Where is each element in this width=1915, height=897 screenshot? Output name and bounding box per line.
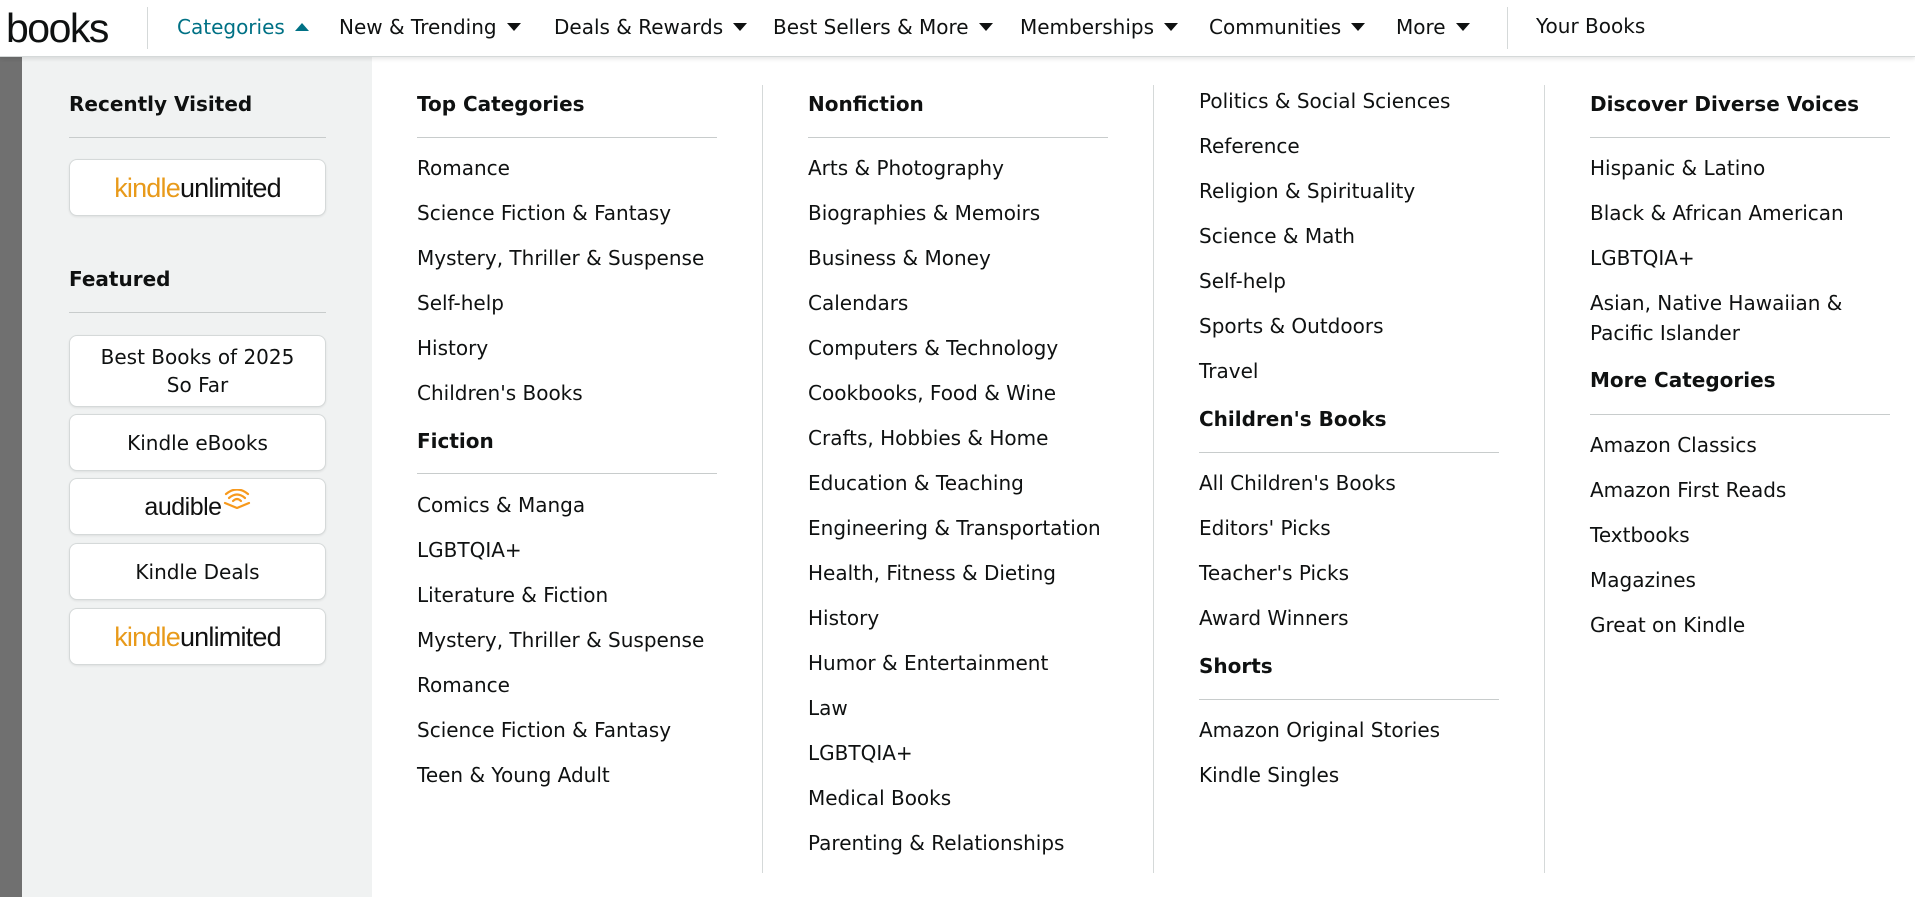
column-divider (1544, 85, 1545, 873)
menu-link-literature-fiction[interactable]: Literature & Fiction (417, 583, 609, 607)
menu-link-amazon-original-stories[interactable]: Amazon Original Stories (1199, 718, 1441, 742)
nav-communities-label: Communities (1209, 15, 1342, 39)
nav-communities[interactable] (1209, 14, 1365, 41)
menu-link-reference[interactable]: Reference (1199, 134, 1300, 158)
menu-link-biographies-memoirs[interactable]: Biographies & Memoirs (808, 201, 1041, 225)
top-categories-heading: Top Categories (417, 92, 585, 116)
audible-card[interactable] (69, 478, 326, 535)
menu-link-comics-manga[interactable]: Comics & Manga (417, 493, 586, 517)
caret-down-icon (1456, 23, 1470, 31)
menu-link-lgbtqia[interactable]: LGBTQIA+ (417, 538, 522, 562)
menu-link-computers-technology[interactable]: Computers & Technology (808, 336, 1059, 360)
menu-link-religion[interactable]: Religion & Spirituality (1199, 179, 1416, 203)
divider (69, 312, 326, 313)
menu-link-engineering[interactable]: Engineering & Transportation (808, 516, 1101, 540)
menu-link-calendars[interactable]: Calendars (808, 291, 909, 315)
menu-link-romance[interactable]: Romance (417, 156, 510, 180)
menu-link-parenting[interactable]: Parenting & Relationships (808, 831, 1065, 855)
column-divider (762, 85, 763, 873)
menu-link-childrens-books[interactable]: Children's Books (417, 381, 583, 405)
divider (808, 137, 1108, 138)
menu-link-great-on-kindle[interactable]: Great on Kindle (1590, 613, 1746, 637)
kindle-ebooks-card[interactable] (69, 414, 326, 471)
featured-heading: Featured (69, 267, 171, 291)
menu-link-kindle-singles[interactable]: Kindle Singles (1199, 763, 1340, 787)
menu-link-asian-pacific-islander[interactable]: Asian, Native Hawaiian & Pacific Islander (1590, 291, 1843, 345)
menu-link-scifi-fantasy[interactable]: Science Fiction & Fantasy (417, 718, 672, 742)
divider (417, 473, 717, 474)
best-books-2025-card[interactable] (69, 335, 326, 407)
nav-more[interactable] (1396, 14, 1470, 41)
menu-link-hispanic-latino[interactable]: Hispanic & Latino (1590, 156, 1766, 180)
caret-down-icon (1164, 23, 1178, 31)
kindle-unlimited-logo: kindleunlimited (114, 172, 281, 203)
menu-link-scifi-fantasy[interactable]: Science Fiction & Fantasy (417, 201, 672, 225)
menu-link-arts-photography[interactable]: Arts & Photography (808, 156, 1004, 180)
menu-link-law[interactable]: Law (808, 696, 848, 720)
nav-memberships[interactable] (1020, 14, 1178, 41)
divider (69, 137, 326, 138)
divider (1590, 137, 1890, 138)
menu-link-lgbtqia[interactable]: LGBTQIA+ (1590, 246, 1695, 270)
menu-link-medical-books[interactable]: Medical Books (808, 786, 952, 810)
menu-link-amazon-first-reads[interactable]: Amazon First Reads (1590, 478, 1787, 502)
nav-best-sellers-label: Best Sellers & More (773, 15, 969, 39)
menu-link-crafts-hobbies[interactable]: Crafts, Hobbies & Home (808, 426, 1049, 450)
menu-link-self-help[interactable]: Self-help (417, 291, 504, 315)
menu-link-history[interactable]: History (808, 606, 880, 630)
nonfiction-heading[interactable]: Nonfiction (808, 92, 924, 116)
menu-link-mystery-thriller[interactable]: Mystery, Thriller & Suspense (417, 628, 705, 652)
kindle-deals-label: Kindle Deals (135, 559, 260, 584)
menu-link-travel[interactable]: Travel (1199, 359, 1259, 383)
menu-link-health-fitness[interactable]: Health, Fitness & Dieting (808, 561, 1056, 585)
menu-link-cookbooks[interactable]: Cookbooks, Food & Wine (808, 381, 1057, 405)
page-backdrop (0, 56, 22, 897)
menu-link-magazines[interactable]: Magazines (1590, 568, 1696, 592)
caret-up-icon (295, 23, 309, 31)
best-books-line1: Best Books of 2025 (100, 345, 295, 369)
books-logo[interactable]: books (6, 5, 108, 51)
menu-link-self-help[interactable]: Self-help (1199, 269, 1286, 293)
audible-logo: audible (144, 493, 250, 521)
menu-link-teachers-picks[interactable]: Teacher's Picks (1199, 561, 1350, 585)
childrens-books-heading[interactable]: Children's Books (1199, 407, 1387, 431)
menu-link-science-math[interactable]: Science & Math (1199, 224, 1355, 248)
your-books-link[interactable]: Your Books (1536, 14, 1646, 38)
divider (417, 137, 717, 138)
menu-link-humor[interactable]: Humor & Entertainment (808, 651, 1049, 675)
menu-link-mystery-thriller[interactable]: Mystery, Thriller & Suspense (417, 246, 705, 270)
menu-link-education-teaching[interactable]: Education & Teaching (808, 471, 1024, 495)
fiction-heading[interactable]: Fiction (417, 429, 494, 453)
caret-down-icon (979, 23, 993, 31)
caret-down-icon (733, 23, 747, 31)
menu-link-history[interactable]: History (417, 336, 489, 360)
kindle-unlimited-logo: kindleunlimited (114, 621, 281, 652)
nav-new-trending[interactable] (339, 14, 521, 41)
menu-link-award-winners[interactable]: Award Winners (1199, 606, 1349, 630)
menu-link-politics[interactable]: Politics & Social Sciences (1199, 89, 1451, 113)
nav-best-sellers[interactable] (773, 14, 993, 41)
divider (1199, 699, 1499, 700)
menu-link-amazon-classics[interactable]: Amazon Classics (1590, 433, 1757, 457)
menu-link-editors-picks[interactable]: Editors' Picks (1199, 516, 1331, 540)
nav-deals-rewards[interactable] (554, 14, 747, 41)
kindle-unlimited-card-recent[interactable] (69, 159, 326, 216)
top-nav (0, 0, 1915, 57)
menu-link-romance[interactable]: Romance (417, 673, 510, 697)
nav-more-label: More (1396, 15, 1446, 39)
kindle-ebooks-label: Kindle eBooks (127, 430, 268, 455)
menu-link-black-african-american[interactable]: Black & African American (1590, 201, 1844, 225)
nav-deals-rewards-label: Deals & Rewards (554, 15, 724, 39)
nav-categories-label: Categories (177, 15, 285, 39)
nav-categories[interactable] (177, 14, 309, 41)
column-divider (1153, 85, 1154, 873)
menu-link-business-money[interactable]: Business & Money (808, 246, 991, 270)
nav-divider (1507, 7, 1508, 49)
recently-visited-heading: Recently Visited (69, 92, 253, 116)
nav-divider (147, 7, 148, 49)
menu-link-sports-outdoors[interactable]: Sports & Outdoors (1199, 314, 1384, 338)
kindle-deals-card[interactable] (69, 543, 326, 600)
divider (1590, 414, 1890, 415)
menu-link-lgbtqia[interactable]: LGBTQIA+ (808, 741, 913, 765)
caret-down-icon (507, 23, 521, 31)
best-books-line2: So Far (166, 373, 229, 397)
more-categories-heading: More Categories (1590, 368, 1776, 392)
nav-new-trending-label: New & Trending (339, 15, 497, 39)
shorts-heading[interactable]: Shorts (1199, 654, 1273, 678)
menu-link-all-childrens-books[interactable]: All Children's Books (1199, 471, 1396, 495)
nav-memberships-label: Memberships (1020, 15, 1155, 39)
caret-down-icon (1351, 23, 1365, 31)
kindle-unlimited-card-featured[interactable] (69, 608, 326, 665)
divider (1199, 452, 1499, 453)
menu-link-teen-young-adult[interactable]: Teen & Young Adult (417, 763, 610, 787)
menu-link-textbooks[interactable]: Textbooks (1590, 523, 1690, 547)
audible-wave-icon (223, 489, 251, 509)
diverse-voices-heading[interactable]: Discover Diverse Voices (1590, 92, 1860, 116)
